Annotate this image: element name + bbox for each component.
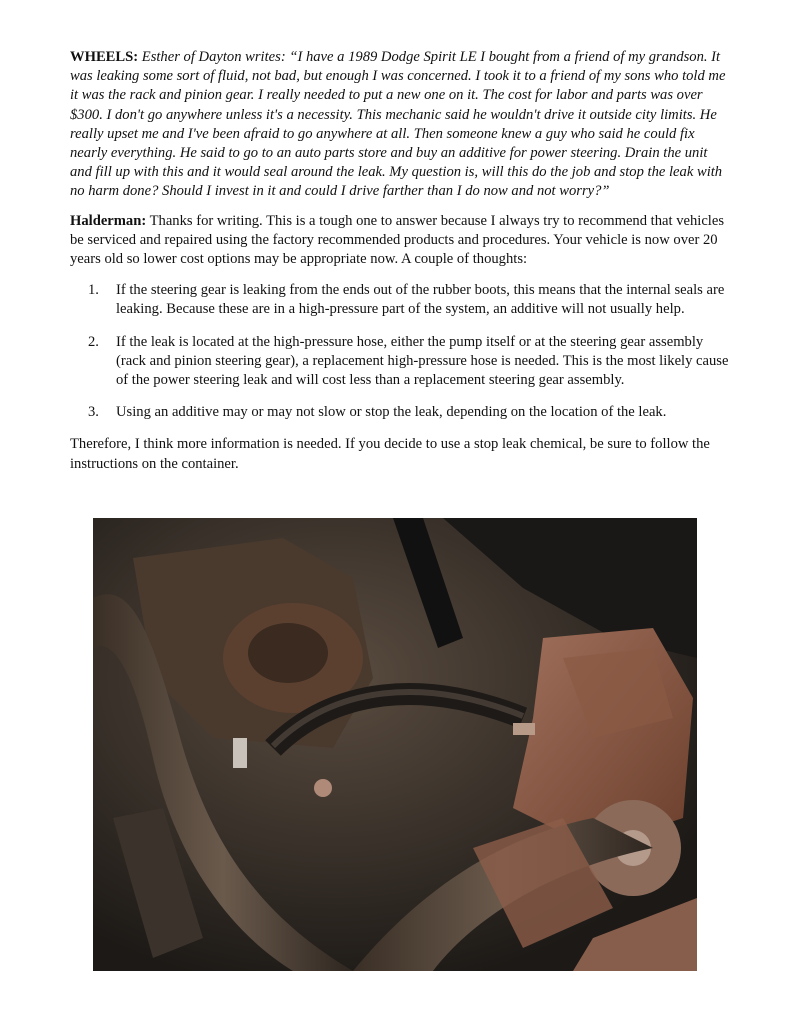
list-text: If the steering gear is leaking from the ends out of the rubber boots, this means that the internal seals are leaking. Because these are in a high-pressure part of the system, an additive will not usually help. (116, 282, 725, 318)
answer-text: Thanks for writing. This is a tough one to answer because I always try to recommend that vehicles be serviced and repaired using the factory recommended products and procedures. Your vehicle is now over 20 years old so lower cost options may be appropriate now. A couple of thoughts: (70, 212, 725, 268)
list-item (70, 403, 730, 422)
undercarriage-photo (93, 518, 697, 971)
expert-answer (70, 212, 730, 270)
reader-question (70, 48, 730, 202)
list-text: If the leak is located at the high-pressure hose, either the pump itself or at the steering gear assembly (rack and pinion steering gear), a replacement high-pressure hose is needed. This is the most likely cause of the power steering leak and will cost less than a replacement steering gear assembly. (116, 333, 729, 389)
answer-lead: Halderman: (70, 212, 147, 229)
list-item (70, 281, 730, 319)
list-number: 3. (88, 404, 99, 421)
steering-components-illustration (93, 518, 697, 971)
list-number: 1. (88, 282, 99, 299)
article (70, 48, 730, 474)
question-lead: WHEELS: (70, 49, 139, 65)
list-text: Using an additive may or may not slow or stop the leak, depending on the location of the leak. (116, 404, 667, 421)
question-text: Esther of Dayton writes: “I have a 1989 Dodge Spirit LE I bought from a friend of my grandson. It was leaking some sort of fluid, not bad, but enough I was concerned. I took it to a friend of my sons who told me it was the rack and pinion gear. I really needed to put a new one on it. The cost for labor and parts was over $300. I don't go anywhere unless it's a necessity. This mechanic said he wouldn't drive it outside city limits. He really upset me and I've been afraid to go anywhere at all. Then someone knew a guy who said he could fix nearly everything. He said to go to an auto parts store and buy an additive for power steering. Drain the unit and fill up with this and it would seal around the leak. My question is, will this do the job and stop the leak with no harm done? Should I invest in it and could I drive farther than I do now and not worry?” (70, 49, 726, 200)
conclusion: Therefore, I think more information is needed. If you decide to use a stop leak chemical, be sure to follow the instructions on the container. (70, 436, 710, 472)
numbered-list (70, 281, 730, 422)
list-number: 2. (88, 333, 99, 350)
list-item (70, 333, 730, 391)
